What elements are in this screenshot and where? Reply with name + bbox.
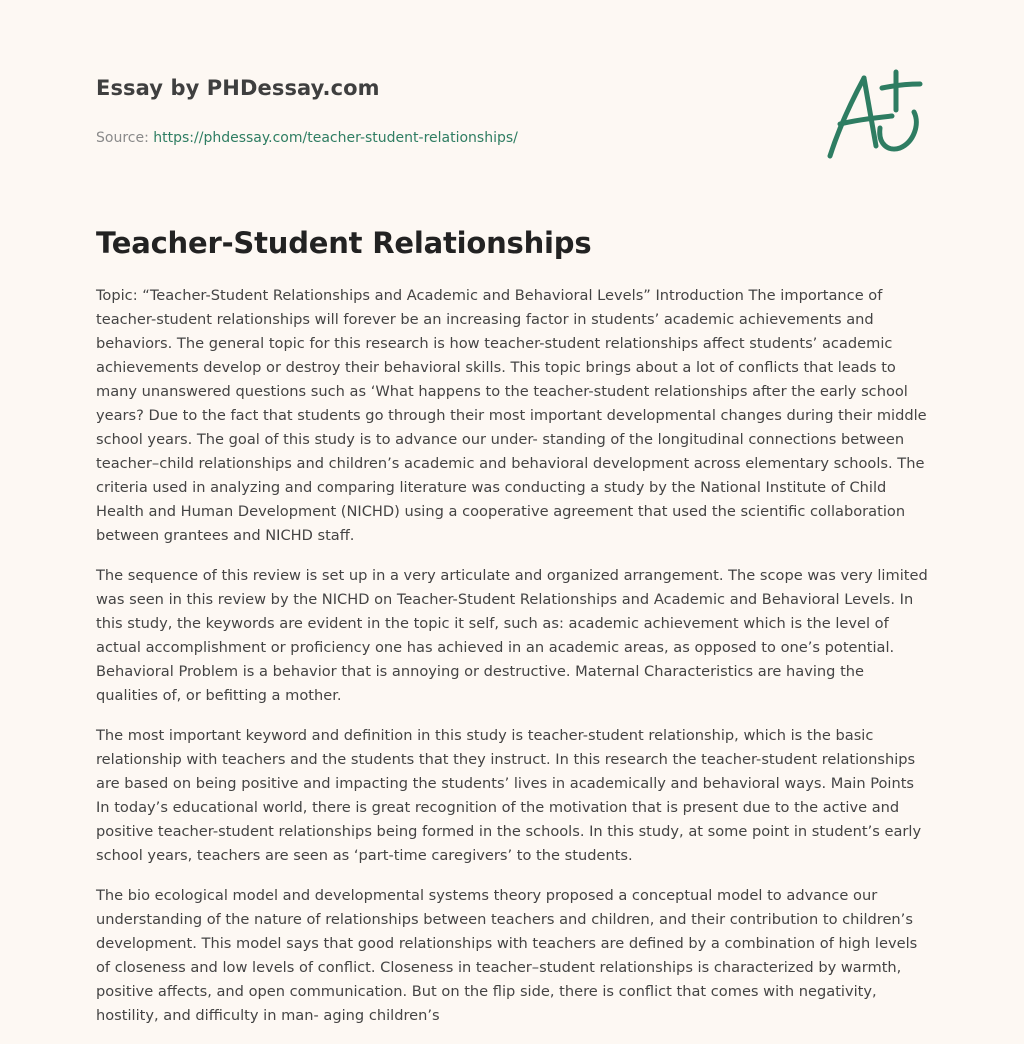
- a-plus-icon: [820, 66, 930, 166]
- essay-paragraph: Topic: “Teacher-Student Relationships and Academic and Behavioral Levels” Introduction The importance of teacher-student relationships will forever be an increasing factor in students’ academic achievements and behaviors. The general topic for this research is how teacher-student relationships affect students’ academic achievements develop or destroy their behavioral skills. This topic brings about a lot of conflicts that leads to many unanswered questions such as ‘What happens to the teacher-student relationships after the early school years? Due to the fact that students go through their most important developmental changes during their middle school years. The goal of this study is to advance our under- standing of the longitudinal connections between teacher–child relationships and children’s academic and behavioral development across elementary schools. The criteria used in analyzing and comparing literature was conducting a study by the National Institute of Child Health and Human Development (NICHD) using a cooperative agreement that used the scientific collaboration between grantees and NICHD staff.: [96, 287, 927, 544]
- source-line: [96, 130, 796, 146]
- essay-body: [96, 284, 930, 1044]
- essay-paragraph: The bio ecological model and developmental systems theory proposed a conceptual model to advance our understanding of the nature of relationships between teachers and children, and their contribution to children’s development. This model says that good relationships with teachers are defined by a combination of high levels of closeness and low levels of conflict. Closeness in teacher–student relationships is characterized by warmth, positive affects, and open communication. But on the flip side, there is conflict that comes with negativity, hostility, and difficulty in man- aging children’s: [96, 887, 918, 1024]
- essay-title: Teacher-Student Relationships: [96, 226, 592, 260]
- source-link[interactable]: https://phdessay.com/teacher-student-relationships/: [153, 130, 518, 146]
- essay-paragraph: The sequence of this review is set up in a very articulate and organized arrangement. The scope was very limited was seen in this review by the NICHD on Teacher-Student Relationships and Academic and Behavioral Levels. In this study, the keywords are evident in the topic it self, such as: academic achievement which is the level of actual accomplishment or proficiency one has achieved in an academic areas, as opposed to one’s potential. Behavioral Problem is a behavior that is annoying or destructive. Maternal Characteristics are having the qualities of, or befitting a mother.: [96, 567, 928, 704]
- site-title: Essay by PHDessay.com: [96, 76, 380, 100]
- page-header: [96, 76, 796, 146]
- source-label: Source:: [96, 130, 154, 146]
- essay-paragraph: The most important keyword and definition in this study is teacher-student relationship, which is the basic relationship with teachers and the students that they instruct. In this research the teacher-student relationships are based on being positive and impacting the students’ lives in academically and behavioral ways. Main Points In today’s educational world, there is great recognition of the motivation that is present due to the active and positive teacher-student relationships being formed in the schools. In this study, at some point in student’s early school years, teachers are seen as ‘part-time caregivers’ to the students.: [96, 727, 922, 864]
